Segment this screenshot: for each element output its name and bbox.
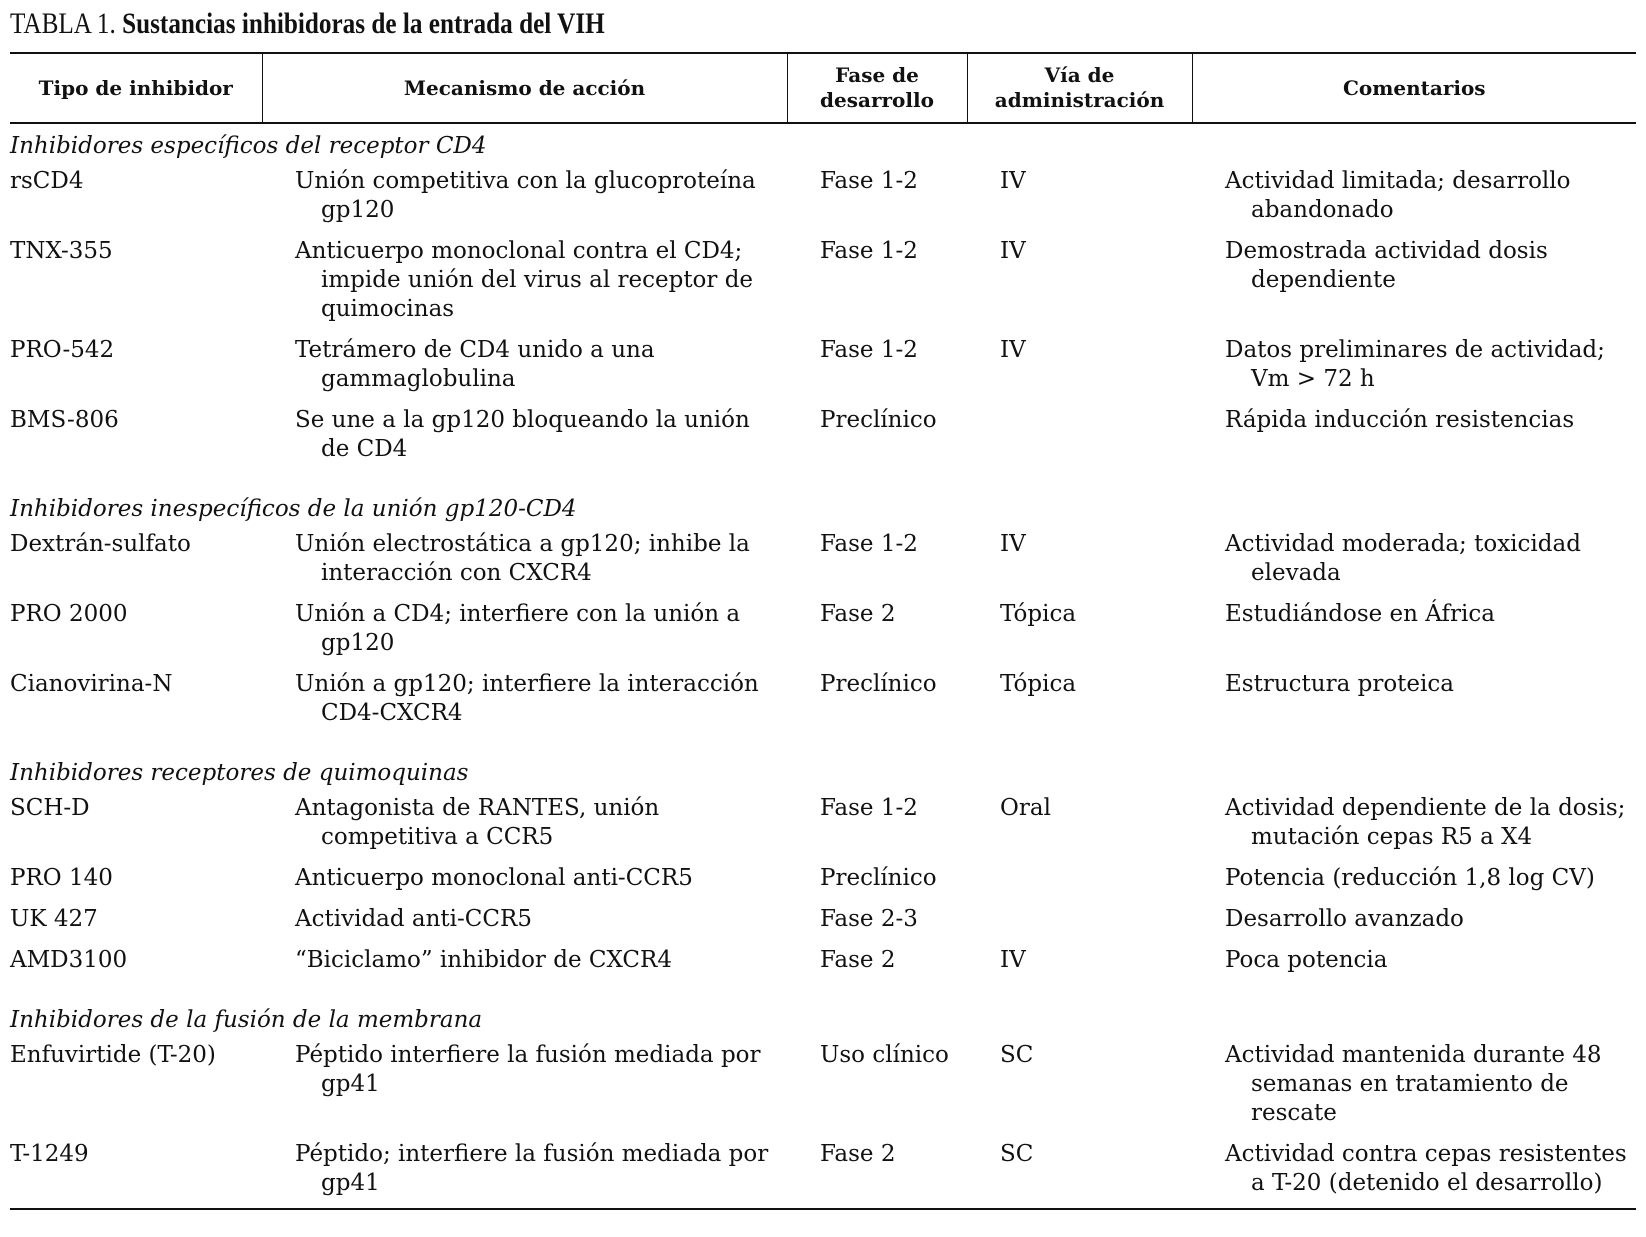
cell-mechanism-text: Unión electrostática a gp120; inhibe la interacción con CXCR4 <box>295 531 750 586</box>
cell-comments <box>1192 336 1636 406</box>
cell-phase <box>787 794 967 864</box>
cell-name-text: PRO-542 <box>10 337 115 363</box>
cell-phase <box>787 336 967 406</box>
cell-comments-text: Estudiándose en África <box>1225 601 1495 627</box>
cell-phase-text: Uso clínico <box>820 1042 949 1068</box>
group-title: Inhibidores específicos del receptor CD4 <box>10 133 487 159</box>
cell-comments <box>1192 406 1636 488</box>
cell-phase <box>787 600 967 670</box>
cell-comments <box>1192 864 1636 905</box>
cell-comments <box>1192 1140 1636 1209</box>
cell-phase-text: Preclínico <box>820 671 937 697</box>
cell-name-text: AMD3100 <box>10 947 128 973</box>
cell-route <box>967 530 1192 600</box>
group-row <box>10 752 1636 794</box>
cell-phase-text: Fase 1-2 <box>820 238 918 264</box>
group-row <box>10 488 1636 530</box>
cell-phase-text: Fase 2 <box>820 947 896 973</box>
cell-phase <box>787 946 967 999</box>
group-row <box>10 999 1636 1041</box>
cell-route-text: IV <box>1000 531 1026 557</box>
cell-mechanism-text: Unión a gp120; interfiere la interacción CD4-CXCR4 <box>295 671 759 726</box>
group-title: Inhibidores inespecíficos de la unión gp120-CD4 <box>10 496 577 522</box>
group-row <box>10 123 1636 167</box>
header-type: Tipo de inhibidor <box>10 53 262 123</box>
header-comments: Comentarios <box>1192 53 1636 123</box>
cell-comments <box>1192 167 1636 237</box>
cell-phase <box>787 905 967 946</box>
cell-mechanism-text: Antagonista de RANTES, unión competitiva a CCR5 <box>295 795 660 850</box>
cell-mechanism <box>262 336 787 406</box>
table-row <box>10 336 1636 406</box>
cell-route <box>967 1041 1192 1140</box>
cell-phase <box>787 406 967 488</box>
cell-name-text: Cianovirina-N <box>10 671 173 697</box>
cell-phase-text: Fase 1-2 <box>820 531 918 557</box>
cell-comments-text: Actividad contra cepas resistentes a T-20 (detenido el desarrollo) <box>1225 1141 1627 1196</box>
table-row <box>10 670 1636 752</box>
cell-route <box>967 237 1192 336</box>
cell-mechanism <box>262 1140 787 1209</box>
group-title: Inhibidores de la fusión de la membrana <box>10 1007 483 1033</box>
cell-mechanism-text: Unión competitiva con la glucoproteína gp120 <box>295 168 756 223</box>
cell-comments-text: Demostrada actividad dosis dependiente <box>1225 238 1548 293</box>
cell-name <box>10 336 262 406</box>
cell-route-text: Tópica <box>1000 601 1077 627</box>
cell-name-text: UK 427 <box>10 906 98 932</box>
cell-name <box>10 794 262 864</box>
table-row <box>10 167 1636 237</box>
cell-mechanism <box>262 167 787 237</box>
cell-comments <box>1192 794 1636 864</box>
cell-route <box>967 1140 1192 1209</box>
cell-name <box>10 1140 262 1209</box>
cell-phase <box>787 1041 967 1140</box>
cell-route-text: Oral <box>1000 795 1051 821</box>
cell-comments <box>1192 905 1636 946</box>
cell-mechanism-text: “Biciclamo” inhibidor de CXCR4 <box>295 947 672 973</box>
cell-name <box>10 530 262 600</box>
cell-route <box>967 167 1192 237</box>
cell-mechanism <box>262 237 787 336</box>
cell-name <box>10 946 262 999</box>
cell-comments <box>1192 600 1636 670</box>
cell-route <box>967 905 1192 946</box>
cell-phase-text: Fase 2-3 <box>820 906 918 932</box>
cell-comments <box>1192 1041 1636 1140</box>
cell-route-text: IV <box>1000 168 1026 194</box>
cell-phase <box>787 167 967 237</box>
cell-phase <box>787 864 967 905</box>
cell-name-text: Enfuvirtide (T-20) <box>10 1042 216 1068</box>
header-mechanism: Mecanismo de acción <box>262 53 787 123</box>
cell-route <box>967 670 1192 752</box>
table-row <box>10 1140 1636 1209</box>
cell-mechanism-text: Péptido interfiere la fusión mediada por gp41 <box>295 1042 761 1097</box>
cell-mechanism <box>262 600 787 670</box>
cell-mechanism-text: Anticuerpo monoclonal contra el CD4; impide unión del virus al receptor de quimocinas <box>295 238 754 322</box>
table-row <box>10 600 1636 670</box>
cell-route <box>967 336 1192 406</box>
table-row <box>10 794 1636 864</box>
cell-mechanism-text: Péptido; interfiere la fusión mediada por gp41 <box>295 1141 769 1196</box>
cell-name <box>10 905 262 946</box>
cell-mechanism-text: Unión a CD4; interfiere con la unión a gp120 <box>295 601 741 656</box>
cell-mechanism <box>262 530 787 600</box>
cell-mechanism-text: Actividad anti-CCR5 <box>295 906 532 932</box>
cell-route-text: SC <box>1000 1141 1034 1167</box>
cell-name-text: T-1249 <box>10 1141 89 1167</box>
table-title: Sustancias inhibidoras de la entrada del VIH <box>122 7 605 40</box>
cell-comments-text: Datos preliminares de actividad; Vm > 72 h <box>1225 337 1605 392</box>
cell-route <box>967 794 1192 864</box>
cell-name <box>10 406 262 488</box>
table-row <box>10 1041 1636 1140</box>
cell-route-text: IV <box>1000 238 1026 264</box>
cell-comments <box>1192 237 1636 336</box>
cell-comments-text: Poca potencia <box>1225 947 1388 973</box>
cell-phase-text: Fase 2 <box>820 601 896 627</box>
cell-route-text: IV <box>1000 947 1026 973</box>
cell-comments-text: Actividad moderada; toxicidad elevada <box>1225 531 1581 586</box>
cell-name-text: PRO 2000 <box>10 601 128 627</box>
cell-phase <box>787 237 967 336</box>
cell-phase-text: Fase 1-2 <box>820 795 918 821</box>
cell-name-text: rsCD4 <box>10 168 84 194</box>
table-row <box>10 946 1636 999</box>
cell-phase-text: Fase 1-2 <box>820 337 918 363</box>
table-body <box>10 123 1636 1209</box>
table-label: TABLA 1. <box>10 7 116 40</box>
cell-phase-text: Fase 2 <box>820 1141 896 1167</box>
cell-mechanism <box>262 406 787 488</box>
cell-name <box>10 864 262 905</box>
cell-mechanism <box>262 1041 787 1140</box>
cell-comments-text: Desarrollo avanzado <box>1225 906 1464 932</box>
cell-mechanism <box>262 946 787 999</box>
cell-route-text: IV <box>1000 337 1026 363</box>
cell-comments <box>1192 530 1636 600</box>
cell-name <box>10 167 262 237</box>
cell-mechanism <box>262 670 787 752</box>
cell-comments <box>1192 946 1636 999</box>
group-title: Inhibidores receptores de quimoquinas <box>10 760 469 786</box>
cell-route <box>967 864 1192 905</box>
cell-route <box>967 946 1192 999</box>
cell-mechanism <box>262 905 787 946</box>
cell-mechanism <box>262 794 787 864</box>
cell-mechanism-text: Se une a la gp120 bloqueando la unión de CD4 <box>295 407 750 462</box>
cell-comments-text: Actividad limitada; desarrollo abandonado <box>1225 168 1571 223</box>
cell-name <box>10 670 262 752</box>
cell-route-text: Tópica <box>1000 671 1077 697</box>
table-row <box>10 864 1636 905</box>
cell-mechanism-text: Anticuerpo monoclonal anti-CCR5 <box>295 865 693 891</box>
header-route: Vía de administración <box>967 53 1192 123</box>
table-row <box>10 905 1636 946</box>
cell-comments-text: Rápida inducción resistencias <box>1225 407 1575 433</box>
cell-phase-text: Preclínico <box>820 407 937 433</box>
cell-phase-text: Preclínico <box>820 865 937 891</box>
cell-route <box>967 600 1192 670</box>
cell-name <box>10 600 262 670</box>
cell-name-text: Dextrán-sulfato <box>10 531 191 557</box>
cell-name <box>10 1041 262 1140</box>
cell-route-text: SC <box>1000 1042 1034 1068</box>
cell-phase <box>787 670 967 752</box>
table-row <box>10 237 1636 336</box>
cell-name-text: SCH-D <box>10 795 90 821</box>
table-header <box>10 53 1636 123</box>
inhibitors-table <box>10 52 1636 1210</box>
cell-mechanism-text: Tetrámero de CD4 unido a una gammaglobulina <box>295 337 655 392</box>
cell-phase <box>787 1140 967 1209</box>
cell-comments-text: Actividad mantenida durante 48 semanas en tratamiento de rescate <box>1225 1042 1602 1126</box>
cell-name-text: PRO 140 <box>10 865 113 891</box>
cell-phase <box>787 530 967 600</box>
cell-mechanism <box>262 864 787 905</box>
table-caption <box>10 6 605 42</box>
table-row <box>10 530 1636 600</box>
table-row <box>10 406 1636 488</box>
cell-name-text: BMS-806 <box>10 407 119 433</box>
cell-comments-text: Estructura proteica <box>1225 671 1454 697</box>
cell-comments-text: Potencia (reducción 1,8 log CV) <box>1225 865 1595 891</box>
cell-comments <box>1192 670 1636 752</box>
cell-name <box>10 237 262 336</box>
cell-name-text: TNX-355 <box>10 238 113 264</box>
cell-phase-text: Fase 1-2 <box>820 168 918 194</box>
cell-route <box>967 406 1192 488</box>
header-phase: Fase de desarrollo <box>787 53 967 123</box>
cell-comments-text: Actividad dependiente de la dosis; mutación cepas R5 a X4 <box>1225 795 1626 850</box>
